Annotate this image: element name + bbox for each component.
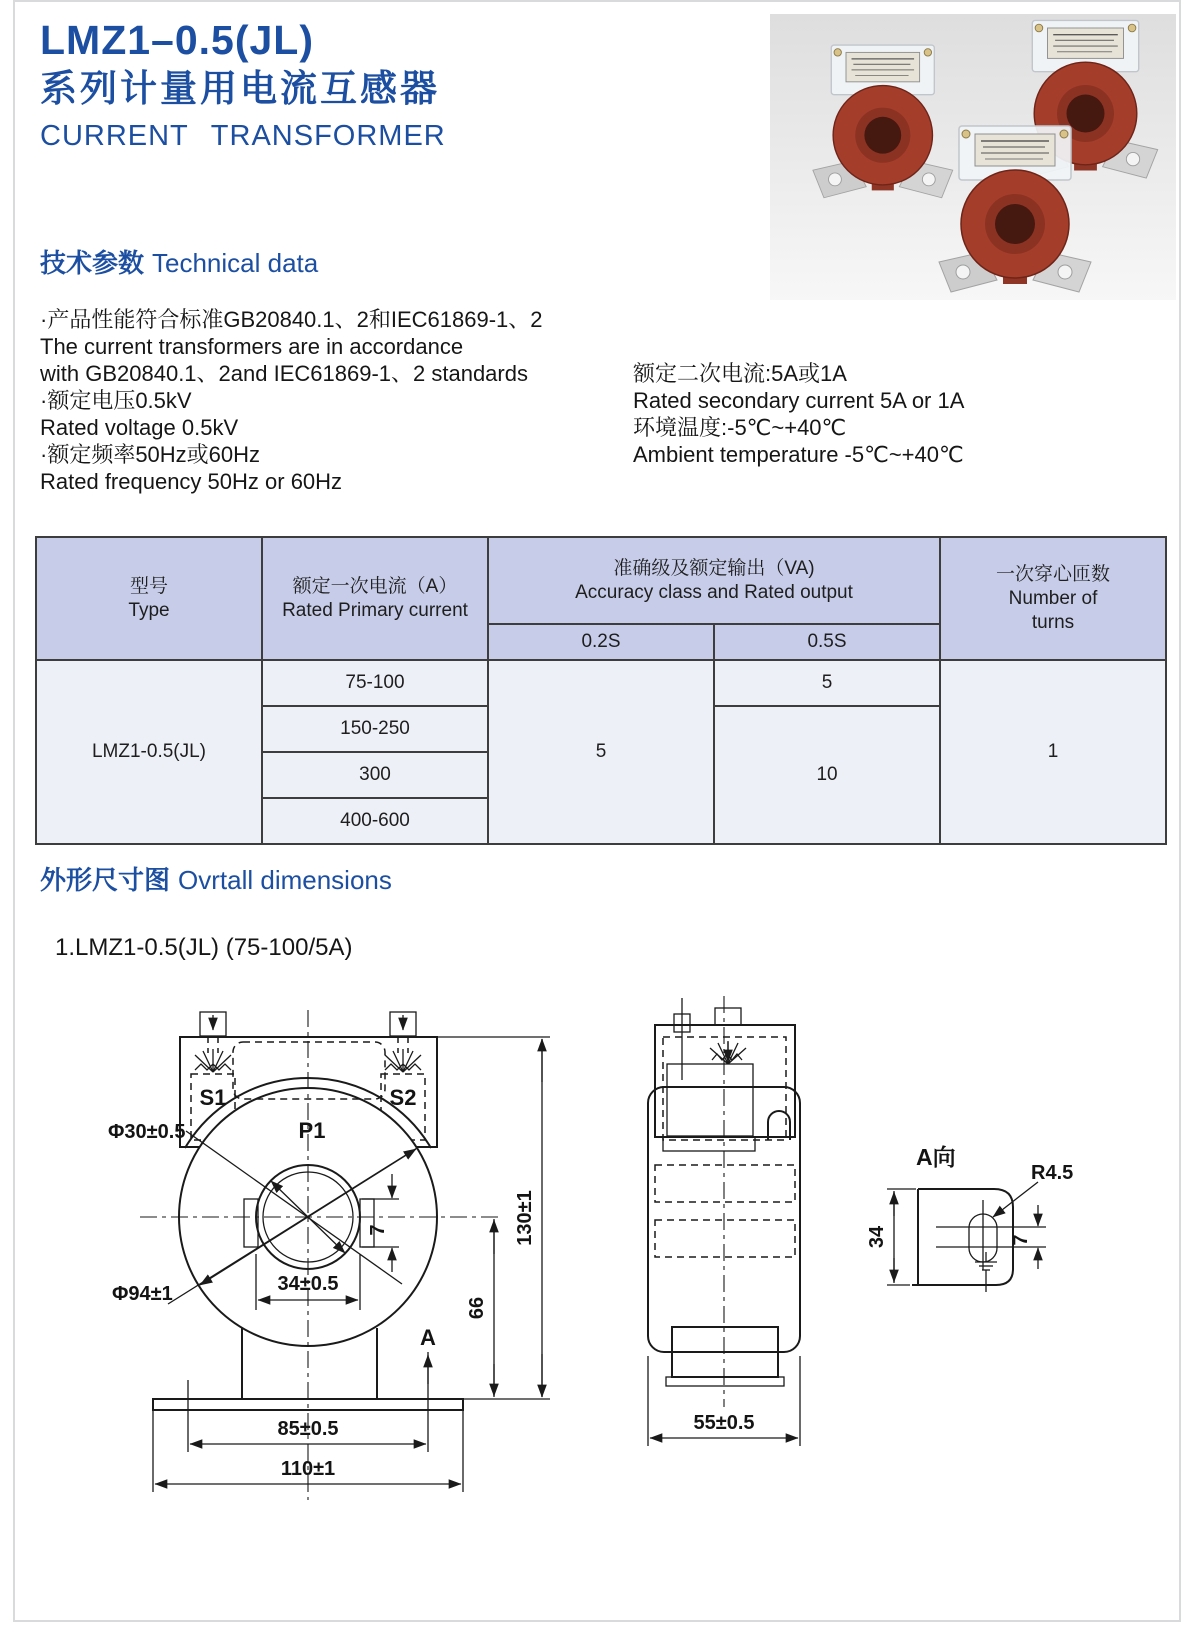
sub-header-0-5s: 0.5S [714,624,940,660]
technical-notes-left [40,306,543,495]
detail-view-title: A向 [916,1144,956,1170]
cell-primary-current: 300 [262,752,488,798]
front-overall-height-label: 130±1 [514,1190,536,1246]
tech-line: Rated voltage 0.5kV [40,415,239,440]
detail-bracket-width-label: 34 [866,1225,888,1249]
tech-line: Ambient temperature -5℃~+40℃ [633,442,964,467]
page-title-model: LMZ1–0.5(JL) [40,17,314,63]
front-view-direction-label: A [420,1325,436,1350]
front-base-width-label: 110±1 [280,1458,336,1480]
section-heading-technical [40,243,318,280]
col-header-turns-zh: 一次穿心匝数 [996,563,1111,585]
tech-line: ·额定频率50Hz或60Hz [40,442,261,467]
cell-primary-current: 150-250 [262,706,488,752]
col-header-primary-en: Rated Primary current [282,599,468,621]
title-block [40,16,446,156]
dimensions-heading-en: Ovrtall dimensions [178,865,392,895]
tech-line: with GB20840.1、2and IEC61869-1、2 standards [40,361,528,386]
page-title-series: 系列计量用电流互感器 [40,68,440,109]
col-header-accuracy-zh: 准确级及额定输出（VA) [613,557,815,579]
col-header-accuracy-en: Accuracy class and Rated output [575,581,853,603]
front-notch-height-label: 7 [367,1224,389,1236]
front-outer-diameter-label: Φ94±1 [112,1283,173,1305]
col-header-accuracy [488,537,940,624]
tech-line: ·产品性能符合标准GB20840.1、2和IEC61869-1、2 [40,307,543,332]
side-view [648,996,800,1446]
cell-type-value: LMZ1-0.5(JL) [36,660,262,844]
page-title-english: CURRENT TRANSFORMER [40,120,446,152]
cell-class-05s: 10 [714,706,940,844]
tech-line: 环境温度:-5℃~+40℃ [633,415,847,440]
section-heading-dimensions [40,860,392,897]
front-hole-width-label: 34±0.5 [277,1273,339,1295]
side-depth-label: 55±0.5 [693,1412,755,1434]
tech-line: Rated secondary current 5A or 1A [633,388,965,413]
detail-slot-pitch-label: 7 [1010,1234,1032,1246]
technical-heading-zh: 技术参数 [40,248,145,278]
tech-line: ·额定电压0.5kV [40,388,192,413]
tech-line: The current transformers are in accordance [40,334,464,359]
col-header-turns-en1: Number of [1008,587,1098,609]
col-header-primary-current [262,537,488,660]
detail-view-a [866,1144,1073,1292]
technical-notes-right [633,360,964,468]
front-view [108,1010,550,1500]
product-photo [770,14,1176,300]
technical-heading-en: Technical data [152,248,319,278]
cell-class-05s: 5 [714,660,940,706]
front-center-height-label: 66 [466,1296,488,1320]
front-inner-diameter-label: Φ30±0.5 [108,1121,186,1143]
front-terminal-s1-label: S1 [199,1085,227,1110]
col-header-type [36,537,262,660]
col-header-primary-zh: 额定一次电流（A） [292,575,458,597]
table-row [36,660,1166,706]
dimensions-heading-zh: 外形尺寸图 [40,865,171,895]
front-terminal-s2-label: S2 [389,1085,417,1110]
col-header-turns [940,537,1166,660]
tech-line: 额定二次电流:5A或1A [633,361,847,386]
product-photo-illustration [770,14,1176,300]
sub-header-0-2s: 0.2S [488,624,714,660]
cell-class-02s: 5 [488,660,714,844]
tech-line: Rated frequency 50Hz or 60Hz [40,469,343,494]
cell-primary-current: 75-100 [262,660,488,706]
col-header-type-zh: 型号 [129,575,168,597]
col-header-type-en: Type [128,599,170,621]
cell-primary-current: 400-600 [262,798,488,844]
col-header-turns-en2: turns [1031,611,1075,633]
dimension-drawing [90,952,1190,1552]
front-primary-p1-label: P1 [298,1118,326,1143]
drawing-caption: 1.LMZ1-0.5(JL) (75-100/5A) [55,934,353,961]
detail-slot-radius-label: R4.5 [1031,1162,1074,1184]
spec-table [35,536,1167,845]
cell-turns: 1 [940,660,1166,844]
front-mount-spacing-label: 85±0.5 [277,1418,339,1440]
